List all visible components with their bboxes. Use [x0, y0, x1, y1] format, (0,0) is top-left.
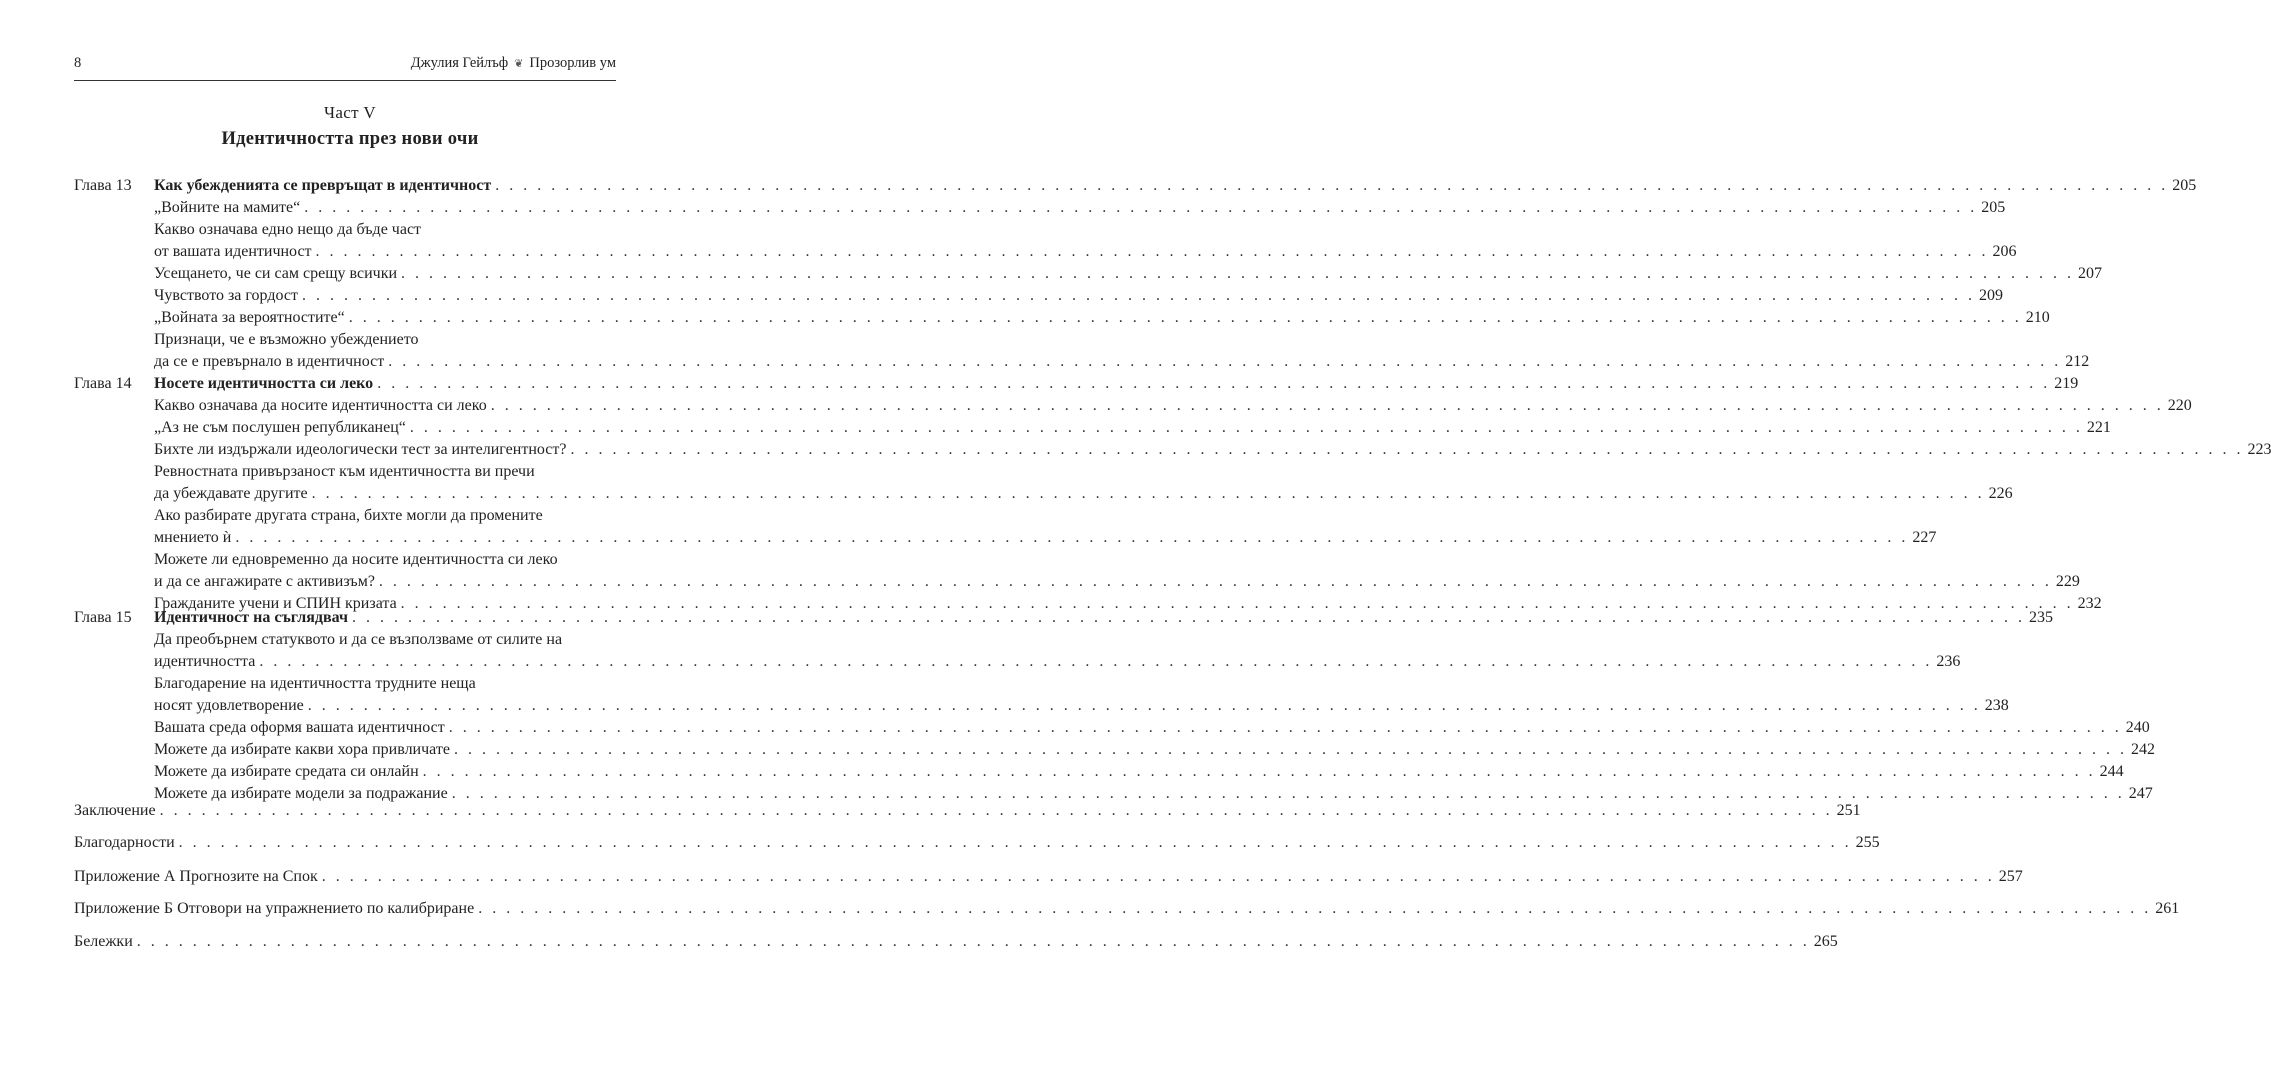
- chapter-entry[interactable]: [154, 175, 2197, 197]
- dot-leader: . . . . . . . . . . . . . . . . . . . . . . . . . . . . . . . . . . . . . . . . . . . . . . . . . . . . . . . . . . . . . . . . . . . . . . . . . . . . . . . . . . . . . . . . . . . . . . . . . . . . . . . . . . . . . . . . . . . . . . . .: [377, 375, 2051, 392]
- chapter-label: Глава 14: [74, 375, 132, 392]
- back-matter-entry-title: Заключение: [74, 802, 156, 819]
- section-entry[interactable]: [154, 439, 2271, 461]
- section-entry-page: 205: [1981, 199, 2006, 216]
- dot-leader: . . . . . . . . . . . . . . . . . . . . . . . . . . . . . . . . . . . . . . . . . . . . . . . . . . . . . . . . . . . . . . . . . . . . . . . . . . . . . . . . . . . . . . . . . . . . . . . . . . . . . . . . . . . . . . . . . . . . . . . .: [401, 265, 2075, 282]
- dot-leader: . . . . . . . . . . . . . . . . . . . . . . . . . . . . . . . . . . . . . . . . . . . . . . . . . . . . . . . . . . . . . . . . . . . . . . . . . . . . . . . . . . . . . . . . . . . . . . . . . . . . . . . . . . . . . . . . . . . . . . . .: [301, 287, 1975, 304]
- section-entry[interactable]: [154, 417, 2111, 439]
- part-label: Част V: [324, 103, 376, 122]
- section-entry[interactable]: [154, 307, 2050, 329]
- section-title-line: Ако разбирате другата страна, бихте могли да промените: [154, 507, 543, 524]
- section-entry-title: Можете да избирате средата си онлайн: [154, 763, 419, 780]
- back-matter-entry-page: 261: [2155, 900, 2180, 917]
- dot-leader: . . . . . . . . . . . . . . . . . . . . . . . . . . . . . . . . . . . . . . . . . . . . . . . . . . . . . . . . . . . . . . . . . . . . . . . . . . . . . . . . . . . . . . . . . . . . . . . . . . . . . . . . . . . . . . . . . . . . . . . .: [315, 243, 1989, 260]
- dot-leader: . . . . . . . . . . . . . . . . . . . . . . . . . . . . . . . . . . . . . . . . . . . . . . . . . . . . . . . . . . . . . . . . . . . . . . . . . . . . . . . . . . . . . . . . . . . . . . . . . . . . . . . . . . . . . . . . . . . . . . . .: [490, 397, 2164, 414]
- header-rule: [74, 80, 616, 81]
- section-entry-page: 236: [1936, 653, 1961, 670]
- dot-leader: . . . . . . . . . . . . . . . . . . . . . . . . . . . . . . . . . . . . . . . . . . . . . . . . . . . . . . . . . . . . . . . . . . . . . . . . . . . . . . . . . . . . . . . . . . . . . . . . . . . . . . . . . . . . . . . . . . . . . . . .: [136, 933, 1810, 950]
- back-matter-entry[interactable]: [74, 898, 2180, 920]
- section-entry-page: 229: [2055, 573, 2080, 590]
- back-matter-entry-title: Бележки: [74, 933, 133, 950]
- dot-leader: . . . . . . . . . . . . . . . . . . . . . . . . . . . . . . . . . . . . . . . . . . . . . . . . . . . . . . . . . . . . . . . . . . . . . . . . . . . . . . . . . . . . . . . . . . . . . . . . . . . . . . . . . . . . . . . . . . . . . . . .: [422, 763, 2096, 780]
- section-entry-page: 242: [2130, 741, 2155, 758]
- section-entry-title: Бихте ли издържали идеологически тест за интелигентност?: [154, 441, 567, 458]
- dot-leader: . . . . . . . . . . . . . . . . . . . . . . . . . . . . . . . . . . . . . . . . . . . . . . . . . . . . . . . . . . . . . . . . . . . . . . . . . . . . . . . . . . . . . . . . . . . . . . . . . . . . . . . . . . . . . . . . . . . . . . . .: [448, 719, 2122, 736]
- section-title-line: Да преобърнем статуквото и да се възползваме от силите на: [154, 631, 563, 648]
- chapter-entry[interactable]: [154, 373, 2079, 395]
- section-entry[interactable]: [154, 351, 2090, 373]
- section-entry[interactable]: [154, 483, 2013, 505]
- section-entry[interactable]: [154, 651, 1961, 673]
- section-entry-page: 207: [2078, 265, 2103, 282]
- section-entry[interactable]: [154, 197, 2006, 219]
- dot-leader: . . . . . . . . . . . . . . . . . . . . . . . . . . . . . . . . . . . . . . . . . . . . . . . . . . . . . . . . . . . . . . . . . . . . . . . . . . . . . . . . . . . . . . . . . . . . . . . . . . . . . . . . . . . . . . . . . . . . . . . .: [451, 785, 2125, 802]
- chapter-entry-page: 219: [2054, 375, 2079, 392]
- section-title-line: Признаци, че е възможно убеждението: [154, 331, 419, 348]
- dot-leader: . . . . . . . . . . . . . . . . . . . . . . . . . . . . . . . . . . . . . . . . . . . . . . . . . . . . . . . . . . . . . . . . . . . . . . . . . . . . . . . . . . . . . . . . . . . . . . . . . . . . . . . . . . . . . . . . . . . . . . . .: [352, 609, 2025, 626]
- chapter-label: Глава 13: [74, 177, 132, 194]
- section-entry-title: Усещането, че си сам срещу всички: [154, 265, 398, 282]
- section-entry-page: 240: [2125, 719, 2150, 736]
- section-entry-title: да се е превърнало в идентичност: [154, 353, 385, 370]
- section-entry-page: 206: [1992, 243, 2017, 260]
- dot-leader: . . . . . . . . . . . . . . . . . . . . . . . . . . . . . . . . . . . . . . . . . . . . . . . . . . . . . . . . . . . . . . . . . . . . . . . . . . . . . . . . . . . . . . . . . . . . . . . . . . . . . . . . . . . . . . . . . . . . . . . .: [159, 802, 1833, 819]
- back-matter-entry[interactable]: [74, 931, 1838, 953]
- book-title: Прозорлив ум: [529, 55, 616, 71]
- section-entry-title: Вашата среда оформя вашата идентичност: [154, 719, 445, 736]
- section-entry-page: 220: [2167, 397, 2192, 414]
- section-entry-title: мнението ѝ: [154, 529, 232, 546]
- chapter-entry[interactable]: [154, 607, 2053, 629]
- chapter-entry-title: Носете идентичността си леко: [154, 375, 374, 392]
- section-entry[interactable]: [154, 527, 1937, 549]
- back-matter-entry-title: Благодарности: [74, 834, 175, 851]
- back-matter-entry-title: Приложение А Прогнозите на Спок: [74, 868, 318, 885]
- ornament-icon: ❦: [514, 58, 524, 70]
- section-entry-title: и да се ангажирате с активизъм?: [154, 573, 375, 590]
- section-entry-page: 232: [2077, 595, 2102, 612]
- chapter-entry-title: Как убежденията се превръщат в идентичност: [154, 177, 492, 194]
- section-entry-page: 227: [1912, 529, 1937, 546]
- chapter-label: Глава 15: [74, 609, 132, 626]
- section-entry[interactable]: [154, 739, 2155, 761]
- section-entry-page: 221: [2086, 419, 2111, 436]
- section-entry-title: идентичността: [154, 653, 256, 670]
- part-title: Идентичността през нови очи: [221, 129, 479, 149]
- section-entry-title: „Войната за вероятностите“: [154, 309, 345, 326]
- chapter-entry-page: 235: [2029, 609, 2053, 626]
- back-matter-entry-page: 257: [1998, 868, 2023, 885]
- dot-leader: . . . . . . . . . . . . . . . . . . . . . . . . . . . . . . . . . . . . . . . . . . . . . . . . . . . . . . . . . . . . . . . . . . . . . . . . . . . . . . . . . . . . . . . . . . . . . . . . . . . . . . . . . . . . . . . . . . . . . . . .: [453, 741, 2127, 758]
- section-entry[interactable]: [154, 571, 2080, 593]
- section-entry-title: от вашата идентичност: [154, 243, 312, 260]
- dot-leader: . . . . . . . . . . . . . . . . . . . . . . . . . . . . . . . . . . . . . . . . . . . . . . . . . . . . . . . . . . . . . . . . . . . . . . . . . . . . . . . . . . . . . . . . . . . . . . . . . . . . . . . . . . . . . . . . . . . . . . . .: [311, 485, 1985, 502]
- section-title-line: Ревностната привързаност към идентичността ви пречи: [154, 463, 535, 480]
- section-entry[interactable]: [154, 761, 2124, 783]
- section-entry-page: 209: [1978, 287, 2003, 304]
- section-entry-title: Гражданите учени и СПИН кризата: [154, 595, 397, 612]
- dot-leader: . . . . . . . . . . . . . . . . . . . . . . . . . . . . . . . . . . . . . . . . . . . . . . . . . . . . . . . . . . . . . . . . . . . . . . . . . . . . . . . . . . . . . . . . . . . . . . . . . . . . . . . . . . . . . . . . . . . . . . . .: [495, 177, 2169, 194]
- chapter-entry-title: Идентичност на съглядвач: [154, 609, 348, 626]
- dot-leader: . . . . . . . . . . . . . . . . . . . . . . . . . . . . . . . . . . . . . . . . . . . . . . . . . . . . . . . . . . . . . . . . . . . . . . . . . . . . . . . . . . . . . . . . . . . . . . . . . . . . . . . . . . . . . . . . . . . . . . . .: [304, 199, 1978, 216]
- section-entry-page: 238: [1984, 697, 2009, 714]
- back-matter-entry[interactable]: [74, 800, 1861, 822]
- author-name: Джулия Гейлъф: [410, 55, 509, 71]
- section-title-line: Можете ли едновременно да носите идентичността си леко: [154, 551, 558, 568]
- section-entry-title: Какво означава да носите идентичността си леко: [154, 397, 487, 414]
- dot-leader: . . . . . . . . . . . . . . . . . . . . . . . . . . . . . . . . . . . . . . . . . . . . . . . . . . . . . . . . . . . . . . . . . . . . . . . . . . . . . . . . . . . . . . . . . . . . . . . . . . . . . . . . . . . . . . . . . . . . . . . .: [378, 573, 2052, 590]
- section-entry-page: 247: [2128, 785, 2153, 802]
- back-matter-entry[interactable]: [74, 832, 1880, 854]
- section-entry[interactable]: [154, 395, 2192, 417]
- section-entry[interactable]: [154, 695, 2009, 717]
- page-number: 8: [74, 55, 82, 71]
- section-entry[interactable]: [154, 285, 2003, 307]
- back-matter-entry-page: 251: [1836, 802, 1861, 819]
- chapter-entry-page: 205: [2172, 177, 2197, 194]
- section-entry-title: Можете да избирате какви хора привличате: [154, 741, 450, 758]
- section-title-line: Благодарение на идентичността трудните неща: [154, 675, 476, 692]
- section-entry-title: да убеждавате другите: [154, 485, 308, 502]
- section-entry-page: 210: [2025, 309, 2050, 326]
- dot-leader: . . . . . . . . . . . . . . . . . . . . . . . . . . . . . . . . . . . . . . . . . . . . . . . . . . . . . . . . . . . . . . . . . . . . . . . . . . . . . . . . . . . . . . . . . . . . . . . . . . . . . . . . . . . . . . . . . . . . . . . .: [235, 529, 1909, 546]
- dot-leader: . . . . . . . . . . . . . . . . . . . . . . . . . . . . . . . . . . . . . . . . . . . . . . . . . . . . . . . . . . . . . . . . . . . . . . . . . . . . . . . . . . . . . . . . . . . . . . . . . . . . . . . . . . . . . . . . . . . . . . . .: [321, 868, 1995, 885]
- section-entry-title: Чувството за гордост: [154, 287, 298, 304]
- dot-leader: . . . . . . . . . . . . . . . . . . . . . . . . . . . . . . . . . . . . . . . . . . . . . . . . . . . . . . . . . . . . . . . . . . . . . . . . . . . . . . . . . . . . . . . . . . . . . . . . . . . . . . . . . . . . . . . . . . . . . . . .: [409, 419, 2083, 436]
- dot-leader: . . . . . . . . . . . . . . . . . . . . . . . . . . . . . . . . . . . . . . . . . . . . . . . . . . . . . . . . . . . . . . . . . . . . . . . . . . . . . . . . . . . . . . . . . . . . . . . . . . . . . . . . . . . . . . . . . . . . . . . .: [348, 309, 2022, 326]
- dot-leader: . . . . . . . . . . . . . . . . . . . . . . . . . . . . . . . . . . . . . . . . . . . . . . . . . . . . . . . . . . . . . . . . . . . . . . . . . . . . . . . . . . . . . . . . . . . . . . . . . . . . . . . . . . . . . . . . . . . . . . . .: [478, 900, 2152, 917]
- dot-leader: . . . . . . . . . . . . . . . . . . . . . . . . . . . . . . . . . . . . . . . . . . . . . . . . . . . . . . . . . . . . . . . . . . . . . . . . . . . . . . . . . . . . . . . . . . . . . . . . . . . . . . . . . . . . . . . . . . . . . . . .: [178, 834, 1852, 851]
- back-matter-entry-page: 265: [1813, 933, 1838, 950]
- dot-leader: . . . . . . . . . . . . . . . . . . . . . . . . . . . . . . . . . . . . . . . . . . . . . . . . . . . . . . . . . . . . . . . . . . . . . . . . . . . . . . . . . . . . . . . . . . . . . . . . . . . . . . . . . . . . . . . . . . . . . . . .: [388, 353, 2062, 370]
- section-title-line: Какво означава едно нещо да бъде част: [154, 221, 422, 238]
- section-entry-page: 223: [2247, 441, 2271, 458]
- section-entry[interactable]: [154, 717, 2150, 739]
- back-matter-entry-page: 255: [1855, 834, 1880, 851]
- section-entry[interactable]: [154, 241, 2017, 263]
- section-entry[interactable]: [154, 263, 2103, 285]
- running-head-right: [411, 55, 616, 72]
- dot-leader: . . . . . . . . . . . . . . . . . . . . . . . . . . . . . . . . . . . . . . . . . . . . . . . . . . . . . . . . . . . . . . . . . . . . . . . . . . . . . . . . . . . . . . . . . . . . . . . . . . . . . . . . . . . . . . . . . . . . . . . .: [570, 441, 2244, 458]
- section-entry-page: 244: [2099, 763, 2124, 780]
- dot-leader: . . . . . . . . . . . . . . . . . . . . . . . . . . . . . . . . . . . . . . . . . . . . . . . . . . . . . . . . . . . . . . . . . . . . . . . . . . . . . . . . . . . . . . . . . . . . . . . . . . . . . . . . . . . . . . . . . . . . . . . .: [259, 653, 1933, 670]
- dot-leader: . . . . . . . . . . . . . . . . . . . . . . . . . . . . . . . . . . . . . . . . . . . . . . . . . . . . . . . . . . . . . . . . . . . . . . . . . . . . . . . . . . . . . . . . . . . . . . . . . . . . . . . . . . . . . . . . . . . . . . . .: [307, 697, 1981, 714]
- running-head: [74, 55, 616, 72]
- section-entry-title: „Аз не съм послушен републиканец“: [154, 419, 406, 436]
- section-entry-title: Можете да избирате модели за подражание: [154, 785, 448, 802]
- dot-leader: . . . . . . . . . . . . . . . . . . . . . . . . . . . . . . . . . . . . . . . . . . . . . . . . . . . . . . . . . . . . . . . . . . . . . . . . . . . . . . . . . . . . . . . . . . . . . . . . . . . . . . . . . . . . . . . . . . . . . . . .: [400, 595, 2074, 612]
- section-entry-title: „Войните на мамите“: [154, 199, 301, 216]
- section-entry-title: носят удовлетворение: [154, 697, 304, 714]
- back-matter-entry-title: Приложение Б Отговори на упражнението по калибриране: [74, 900, 475, 917]
- section-entry-page: 226: [1988, 485, 2013, 502]
- back-matter-entry[interactable]: [74, 866, 2023, 888]
- section-entry-page: 212: [2065, 353, 2090, 370]
